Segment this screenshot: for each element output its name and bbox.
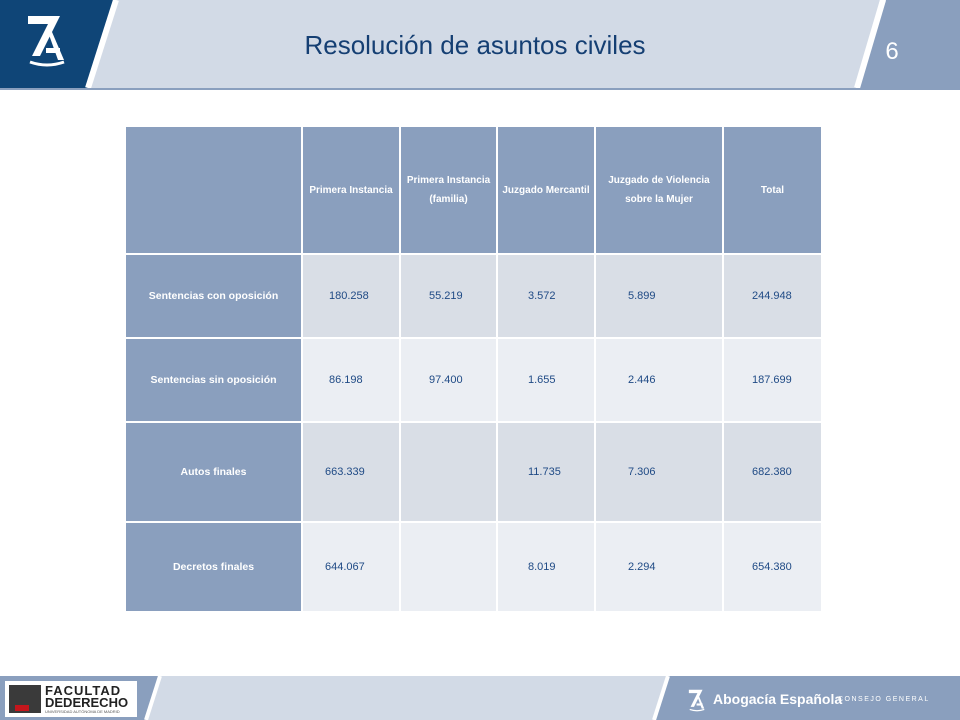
table-cell: 180.258 <box>302 254 400 338</box>
table-cell: 644.067 <box>302 522 400 612</box>
table-cell: 11.735 <box>497 422 595 522</box>
table-cell: 682.380 <box>723 422 822 522</box>
table-header-row <box>125 126 822 254</box>
faculty-university: UNIVERSIDAD AUTÓNOMA DE MADRID <box>45 709 120 714</box>
org-subtitle: CONSEJO GENERAL <box>838 696 930 703</box>
table-cell: 2.446 <box>595 338 723 422</box>
table-cell: 654.380 <box>723 522 822 612</box>
table-cell: 1.655 <box>497 338 595 422</box>
column-header: Total <box>723 126 822 254</box>
table-cell: 663.339 <box>302 422 400 522</box>
row-header: Decretos finales <box>125 522 302 612</box>
resolution-table <box>124 125 823 613</box>
row-header: Sentencias sin oposición <box>125 338 302 422</box>
column-header: Juzgado de Violencia sobre la Mujer <box>595 126 723 254</box>
table-cell <box>400 422 497 522</box>
table-cell: 97.400 <box>400 338 497 422</box>
table-cell <box>400 522 497 612</box>
table-cell: 244.948 <box>723 254 822 338</box>
table-row <box>125 338 822 422</box>
faculty-name-line1: FACULTAD <box>45 683 122 698</box>
abogacia-logo-icon <box>26 12 68 68</box>
table-row <box>125 254 822 338</box>
table-cell: 7.306 <box>595 422 723 522</box>
table-cell: 55.219 <box>400 254 497 338</box>
faculty-logo <box>5 681 137 717</box>
table-cell: 8.019 <box>497 522 595 612</box>
page-number: 6 <box>885 38 899 65</box>
page-title: Resolución de asuntos civiles <box>304 30 646 60</box>
org-name: Abogacía Española <box>713 691 843 707</box>
abogacia-footer-logo-icon <box>688 688 706 712</box>
table-cell: 187.699 <box>723 338 822 422</box>
table-cell: 5.899 <box>595 254 723 338</box>
row-header: Sentencias con oposición <box>125 254 302 338</box>
faculty-name-line2: DEDERECHO <box>45 695 129 710</box>
column-header <box>125 126 302 254</box>
column-header: Primera Instancia <box>302 126 400 254</box>
table-row <box>125 422 822 522</box>
table-row <box>125 522 822 612</box>
table-cell: 3.572 <box>497 254 595 338</box>
column-header: Primera Instancia (familia) <box>400 126 497 254</box>
table-cell: 2.294 <box>595 522 723 612</box>
faculty-mark-icon <box>9 685 41 713</box>
table-cell: 86.198 <box>302 338 400 422</box>
row-header: Autos finales <box>125 422 302 522</box>
column-header: Juzgado Mercantil <box>497 126 595 254</box>
